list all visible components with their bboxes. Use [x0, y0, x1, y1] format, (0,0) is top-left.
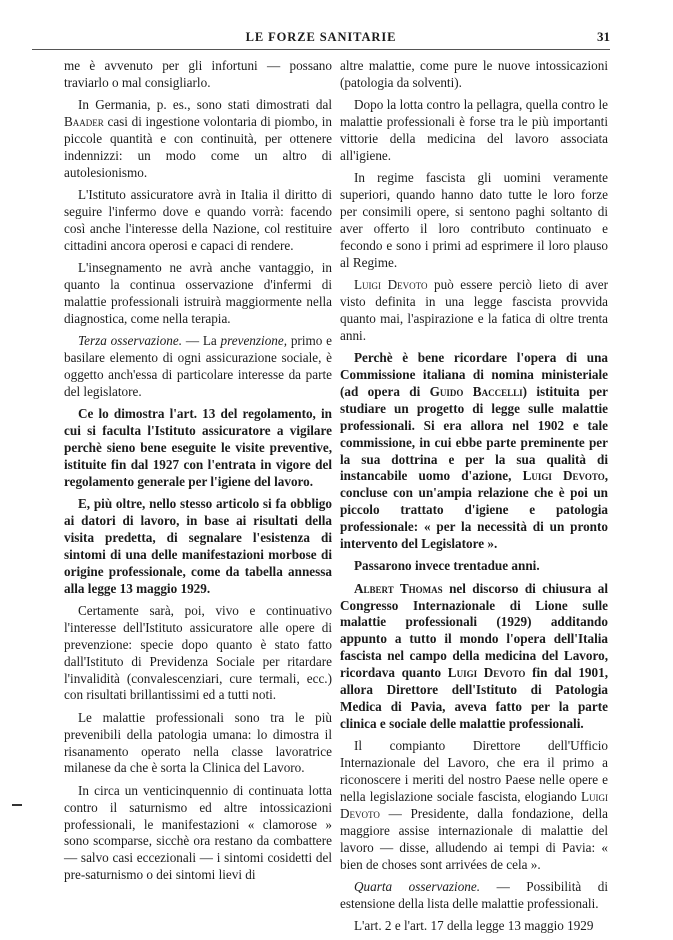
paragraph: Certamente sarà, poi, vivo e continuativo l'interesse dell'Istituto assicuratore alle opere di prevenzione: specie dopo quanto è stato fatto dall'Istituto di Previdenza Sociale per ritardare l'invalidità (convalescenziari, cure termali, ecc.) con risultati brillantissimi ed a tutti noti.: [64, 602, 332, 703]
paragraph: L'insegnamento ne avrà anche vantaggio, in quanto la continua osservazione d'infermi di malattie professionali istruirà maggiormente nella diagnostica, come nella terapia.: [64, 260, 332, 326]
section-heading: Quarta osservazione.: [354, 878, 481, 894]
person-name: Albert Thomas: [354, 580, 443, 596]
paragraph: altre malattie, come pure le nuove intossicazioni (patologia da solventi).: [340, 58, 608, 90]
paragraph: Le malattie professionali sono tra le più prevenibili della patologia umana: lo dimostra il risanamento operato nella classe lavoratrice milanese da che è sorta la Clinica del Lavoro.: [64, 709, 332, 776]
paragraph: Dopo la lotta contro la pellagra, quella contro le malattie professionali è forse tra le più importanti vittorie della medicina del lavoro associata all'igiene.: [340, 97, 608, 163]
page-number: 31: [597, 29, 610, 44]
paragraph: Perchè è bene ricordare l'opera di una Commissione italiana di nomina ministeriale (ad opera di Guido Baccelli) istituita per studiare un progetto di legge sulle malattie professionali. Si era allora nel 1902 e tale commissione, in cui ebbe parte preminente per la sua dottrina e per la sua qualità di instancabile uomo d'azione, Luigi Devoto, concluse con un'ampia relazione che è poi un piccolo trattato d'igiene e patologia professionale: « per la necessità di un pronto intervento del Legislatore ».: [340, 350, 608, 552]
paragraph: In circa un venticinquennio di continuata lotta contro il saturnismo ed altre intossicazioni professionali, le manifestazioni « clamorose » sono scomparse, sicchè ora restano da combattere — salvo casi eccezionali — i sintomi cosidetti del pre-saturnismo o dei sintomi lievi di: [64, 782, 332, 883]
paragraph: In Germania, p. es., sono stati dimostrati dal Baader casi di ingestione volontaria di piombo, in piccole quantità e con continuità, per ottenere indennizzi: un modo come un altro di autolesionismo.: [64, 97, 332, 180]
paragraph: Passarono invece trentadue anni.: [354, 558, 540, 574]
margin-mark: [12, 804, 22, 806]
paragraph: In regime fascista gli uomini veramente superiori, quando hanno dato tutte le loro forze per consimili opere, si sentono paghi soltanto di aver offerto il loro contributo continuato e fecondo e sono i primi ad esprimere il loro plauso al Regime.: [340, 170, 608, 270]
person-name: Luigi Devoto: [340, 788, 608, 821]
paragraph: Ce lo dimostra l'art. 13 del regolamento, in cui si faculta l'Istituto assicuratore a vigilare perchè sieno bene eseguite le visite preventive, istituite fin dal 1927 con l'entrata in vigore del regolamento generale per l'igiene del lavoro.: [64, 406, 332, 489]
paragraph: L'art. 2 e l'art. 17 della legge 13 maggio 1929: [354, 918, 594, 934]
person-name: Luigi Devoto: [354, 277, 428, 293]
paragraph: me è avvenuto per gli infortuni — possano traviarlo o mal consigliarlo.: [64, 58, 332, 90]
paragraph: Albert Thomas nel discorso di chiusura al Congresso Internazionale di Lione sulle malattie professionali (1929) additando appunto a tutto il mondo l'opera dell'Italia fascista nel campo della medicina del Lavoro, ricordava quanto Luigi Devoto fin dal 1901, allora Direttore dell'Istituto di Patologia Medica di Pavia, aveva fatto per la parte clinica e sociale delle malattie professionali.: [340, 580, 609, 731]
emphasized-term: prevenzione,: [220, 333, 288, 349]
person-name: Luigi Devoto: [447, 665, 526, 681]
paragraph: Luigi Devoto può essere perciò lieto di aver visto definita in una legge fascista provvida quanto mai, l'aspirazione e la fatica di oltre trenta anni.: [340, 277, 609, 343]
person-name: Baader: [64, 114, 104, 130]
right-column: [340, 58, 608, 940]
running-title: LE FORZE SANITARIE: [245, 30, 397, 44]
paragraph: E, più oltre, nello stesso articolo si fa obbligo ai datori di lavoro, in base ai risultati della visita predetta, di segnalare l'esistenza di sintomi di una delle manifestazioni morbose di origine professionale, come da tabella annessa alla legge 13 maggio 1929.: [64, 496, 332, 596]
paragraph: L'Istituto assicuratore avrà in Italia il diritto di seguire l'infermo dove e quando vorrà: facendo così anche l'interesse della Nazione, col restituire cittadini ancora operosi e capaci di rendere.: [64, 187, 332, 253]
person-name: Luigi Devoto: [522, 468, 605, 484]
left-column: [64, 58, 332, 890]
page-header: [32, 29, 610, 50]
paragraph: Terza osservazione. — La prevenzione, primo e basilare elemento di ogni assicurazione sociale, è oggetto anch'essa di particolare interesse da parte del legislatore.: [64, 333, 332, 399]
section-heading: Terza osservazione.: [78, 333, 183, 349]
person-name: Guido Baccelli: [429, 383, 523, 399]
paragraph: Quarta osservazione. — Possibilità di estensione della lista delle malattie professionali.: [340, 878, 608, 911]
paragraph: Il compianto Direttore dell'Ufficio Internazionale del Lavoro, che era il primo a riconoscere i meriti del nostro Paese nelle opere e nella legislazione sociale fascista, elogiando Luigi Devoto — Presidente, dalla fondazione, della maggiore assise internazionale di malattie del lavoro — disse, alludendo ai tempi di Pavia: « bien de choses sont arrivées de cela ».: [340, 738, 608, 872]
